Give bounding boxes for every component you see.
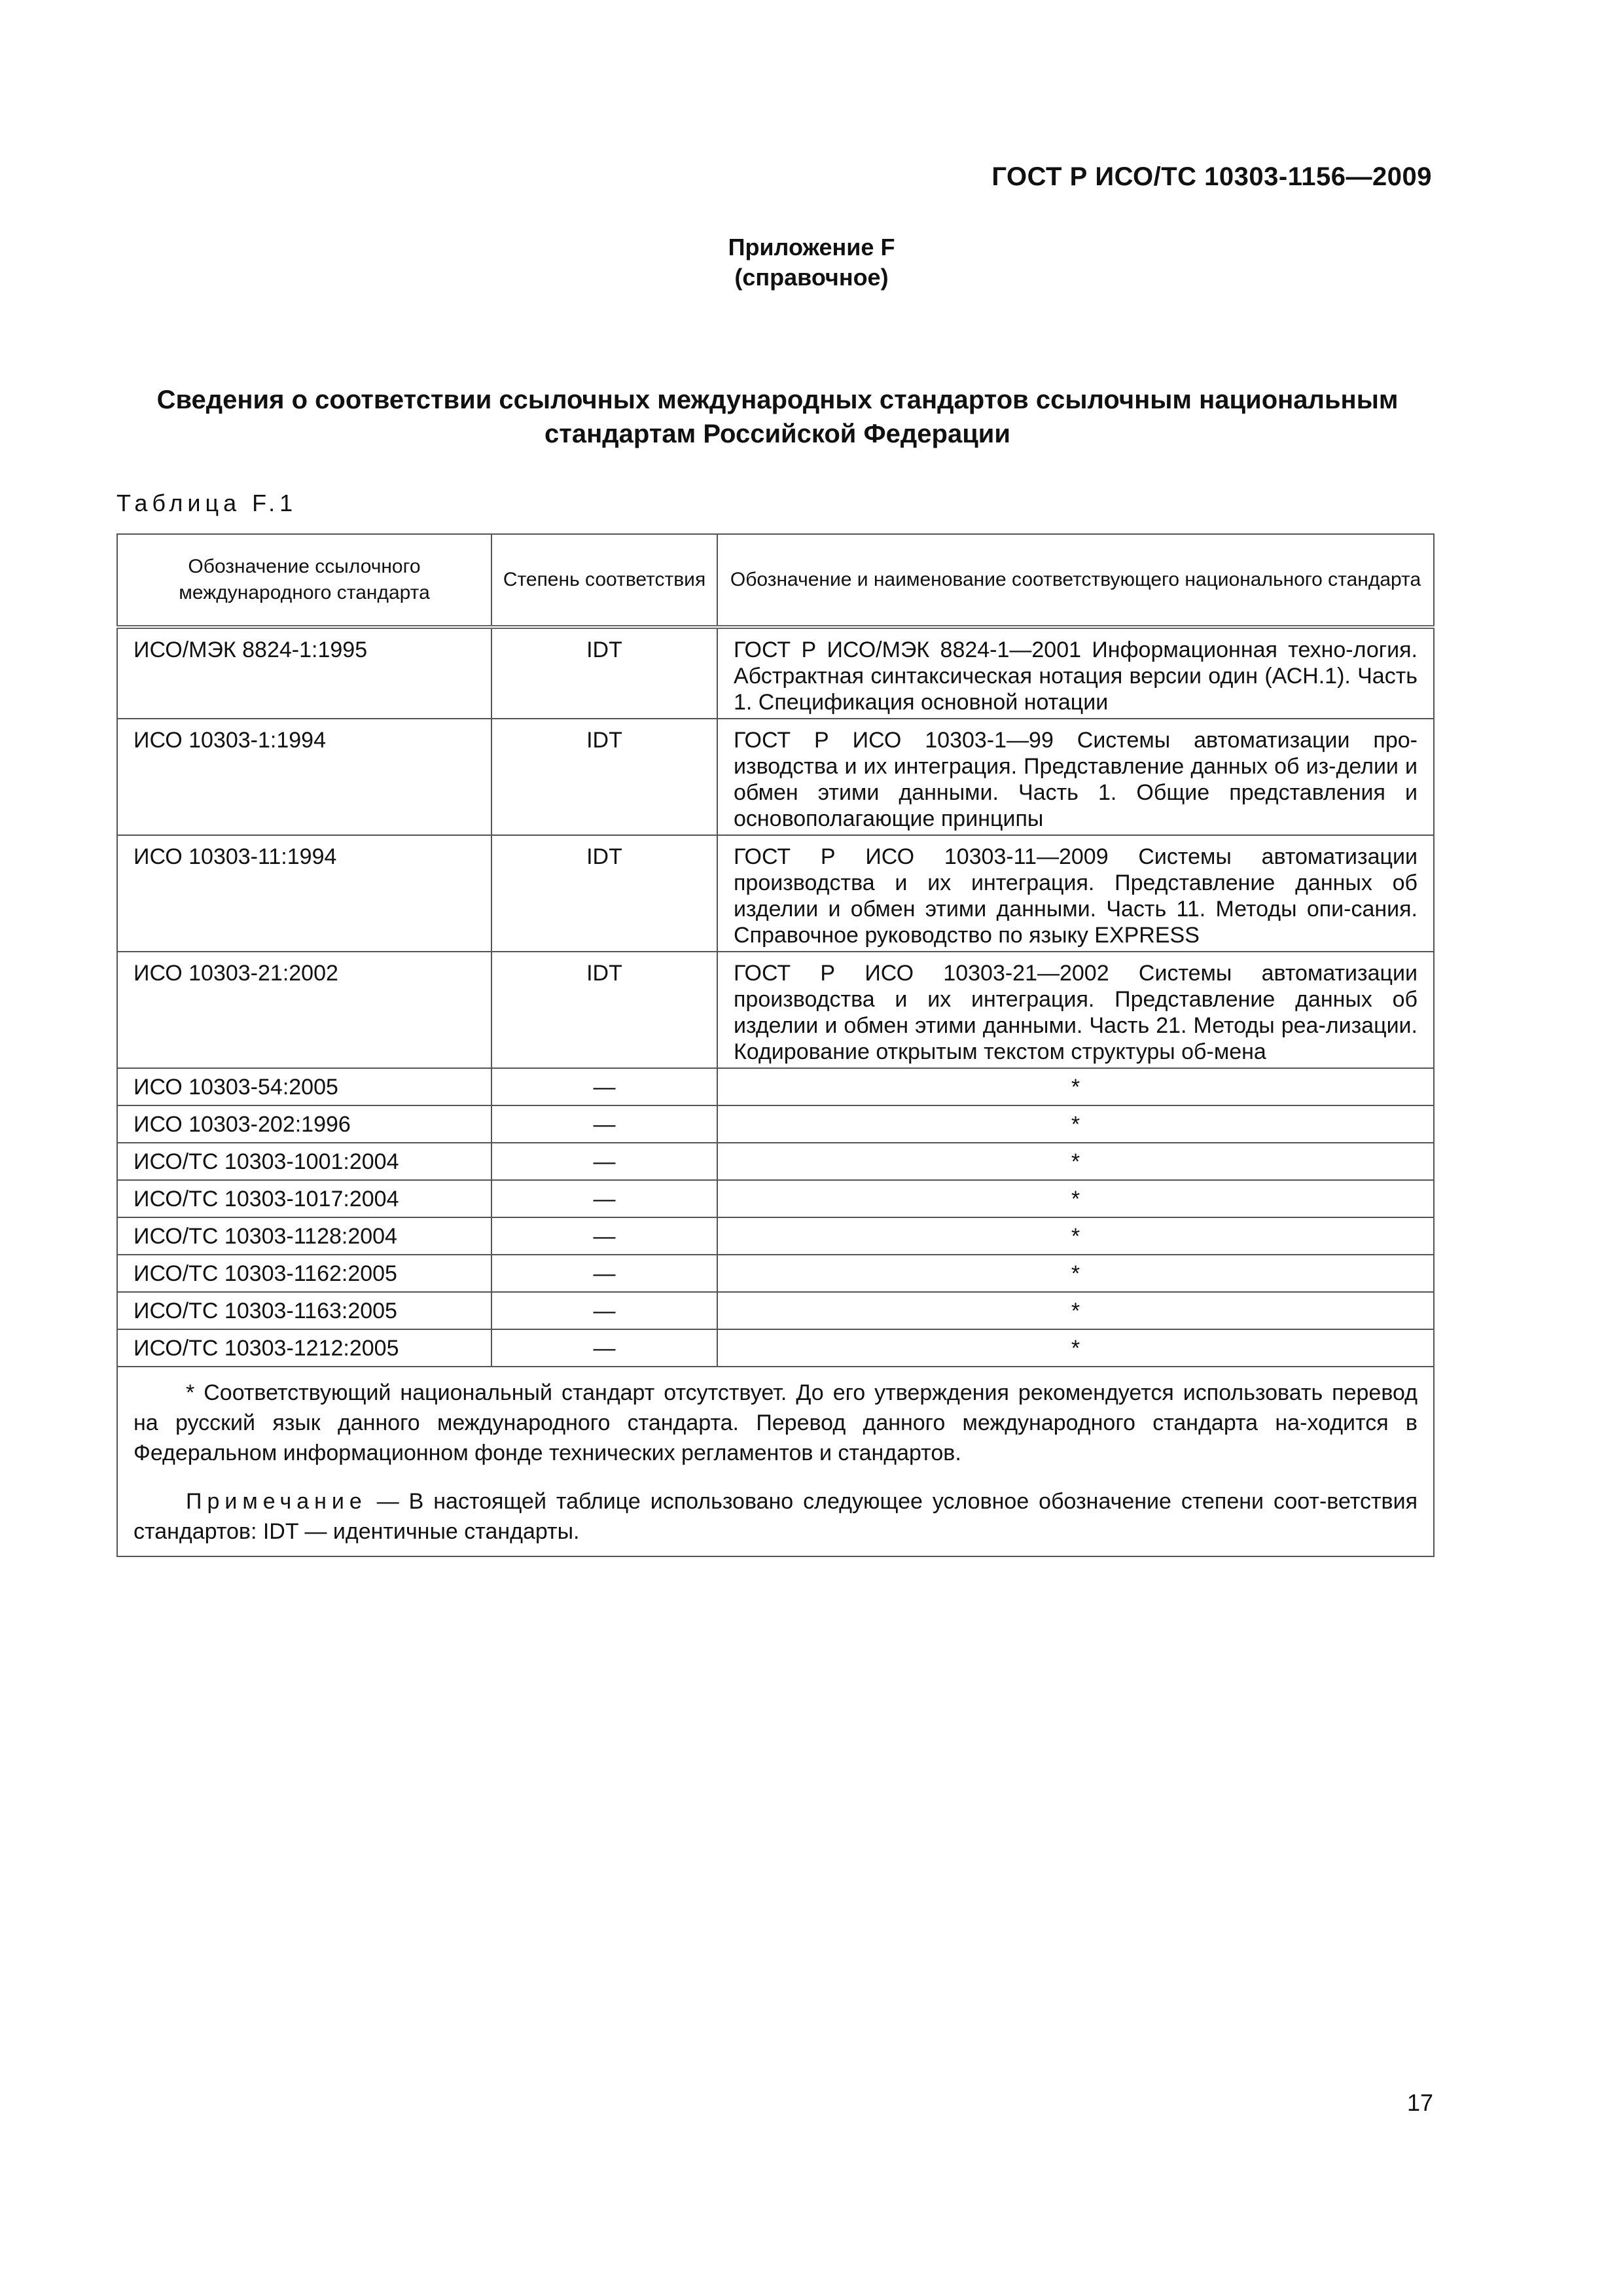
- table-footnote: * Соответствующий национальный стандарт отсутствует. До его утверждения рекомендуется использовать перевод на русский язык данного международного стандарта. Перевод данного международного стандарта на-ходится в Федеральном информационном фонде технических регламентов и стандартов.: [134, 1380, 1418, 1465]
- national-standard-cell: ГОСТ Р ИСО/МЭК 8824-1—2001 Информационная техно-логия. Абстрактная синтаксическая нотация версии один (АСН.1). Часть 1. Спецификация основной нотации: [717, 627, 1434, 719]
- header-degree: Степень соответствия: [491, 534, 717, 627]
- table-notes-cell: [117, 1367, 1434, 1556]
- degree-cell: —: [491, 1143, 717, 1180]
- table-row: [117, 1105, 1434, 1143]
- international-standard-cell: ИСО/ТС 10303-1212:2005: [117, 1329, 491, 1367]
- table-row: [117, 1329, 1434, 1367]
- national-standard-cell: ГОСТ Р ИСО 10303-21—2002 Системы автоматизации производства и их интеграция. Представление данных об изделии и обмен этими данными. Часть 21. Методы реа-лизации. Кодирование открытым текстом структуры об-мена: [717, 952, 1434, 1068]
- table-row: [117, 1292, 1434, 1329]
- national-standard-cell: *: [717, 1255, 1434, 1292]
- table-row: [117, 1255, 1434, 1292]
- national-standard-cell: *: [717, 1329, 1434, 1367]
- document-code: ГОСТ Р ИСО/ТС 10303-1156—2009: [991, 162, 1432, 191]
- note-text: — В настоящей таблице использовано следующее условное обозначение степени соот-ветствия стандартов: IDT — идентичные стандарты.: [134, 1489, 1418, 1544]
- degree-cell: —: [491, 1217, 717, 1255]
- international-standard-cell: ИСО/ТС 10303-1128:2004: [117, 1217, 491, 1255]
- international-standard-cell: ИСО 10303-11:1994: [117, 835, 491, 952]
- degree-cell: IDT: [491, 719, 717, 835]
- correspondence-table-container: [116, 533, 1433, 1557]
- national-standard-cell: *: [717, 1292, 1434, 1329]
- international-standard-cell: ИСО/МЭК 8824-1:1995: [117, 627, 491, 719]
- degree-cell: —: [491, 1068, 717, 1105]
- table-row: [117, 719, 1434, 835]
- correspondence-table: [116, 533, 1435, 1557]
- international-standard-cell: ИСО/ТС 10303-1001:2004: [117, 1143, 491, 1180]
- appendix-heading: [0, 232, 1623, 293]
- international-standard-cell: ИСО 10303-21:2002: [117, 952, 491, 1068]
- international-standard-cell: ИСО/ТС 10303-1017:2004: [117, 1180, 491, 1217]
- national-standard-cell: *: [717, 1105, 1434, 1143]
- national-standard-cell: *: [717, 1217, 1434, 1255]
- degree-cell: —: [491, 1105, 717, 1143]
- table-row: [117, 1180, 1434, 1217]
- international-standard-cell: ИСО/ТС 10303-1163:2005: [117, 1292, 491, 1329]
- degree-cell: IDT: [491, 952, 717, 1068]
- degree-cell: —: [491, 1255, 717, 1292]
- table-row: [117, 952, 1434, 1068]
- table-row: [117, 627, 1434, 719]
- page-number: 17: [1406, 2089, 1433, 2116]
- appendix-label: Приложение F: [728, 234, 895, 260]
- table-row: [117, 1217, 1434, 1255]
- international-standard-cell: ИСО 10303-1:1994: [117, 719, 491, 835]
- table-row: [117, 835, 1434, 952]
- appendix-type: (справочное): [734, 264, 889, 291]
- table-caption: Таблица F.1: [116, 490, 298, 516]
- table-note: [134, 1486, 1418, 1547]
- international-standard-cell: ИСО 10303-54:2005: [117, 1068, 491, 1105]
- table-row: [117, 1068, 1434, 1105]
- degree-cell: IDT: [491, 835, 717, 952]
- international-standard-cell: ИСО 10303-202:1996: [117, 1105, 491, 1143]
- section-title: [118, 383, 1437, 451]
- table-row: [117, 1143, 1434, 1180]
- note-label: Примечание: [186, 1489, 367, 1514]
- national-standard-cell: *: [717, 1068, 1434, 1105]
- national-standard-cell: *: [717, 1143, 1434, 1180]
- section-title-line-1: Сведения о соответствии ссылочных международных стандартов ссылочным национальным: [156, 386, 1399, 414]
- degree-cell: —: [491, 1292, 717, 1329]
- degree-cell: —: [491, 1329, 717, 1367]
- degree-cell: IDT: [491, 627, 717, 719]
- header-international-standard: Обозначение ссылочного международного стандарта: [117, 534, 491, 627]
- national-standard-cell: ГОСТ Р ИСО 10303-1—99 Системы автоматизации про-изводства и их интеграция. Представление данных об из-делии и обмен этими данными. Часть 1. Общие представления и основополагающие принципы: [717, 719, 1434, 835]
- international-standard-cell: ИСО/ТС 10303-1162:2005: [117, 1255, 491, 1292]
- national-standard-cell: ГОСТ Р ИСО 10303-11—2009 Системы автоматизации производства и их интеграция. Представление данных об изделии и обмен этими данными. Часть 11. Методы опи-сания. Справочное руководство по языку EXPRESS: [717, 835, 1434, 952]
- section-title-line-2: стандартам Российской Федерации: [544, 420, 1010, 448]
- header-national-standard: Обозначение и наименование соответствующего национального стандарта: [717, 534, 1434, 627]
- table-notes-row: [117, 1367, 1434, 1556]
- national-standard-cell: *: [717, 1180, 1434, 1217]
- table-header-row: [117, 534, 1434, 627]
- degree-cell: —: [491, 1180, 717, 1217]
